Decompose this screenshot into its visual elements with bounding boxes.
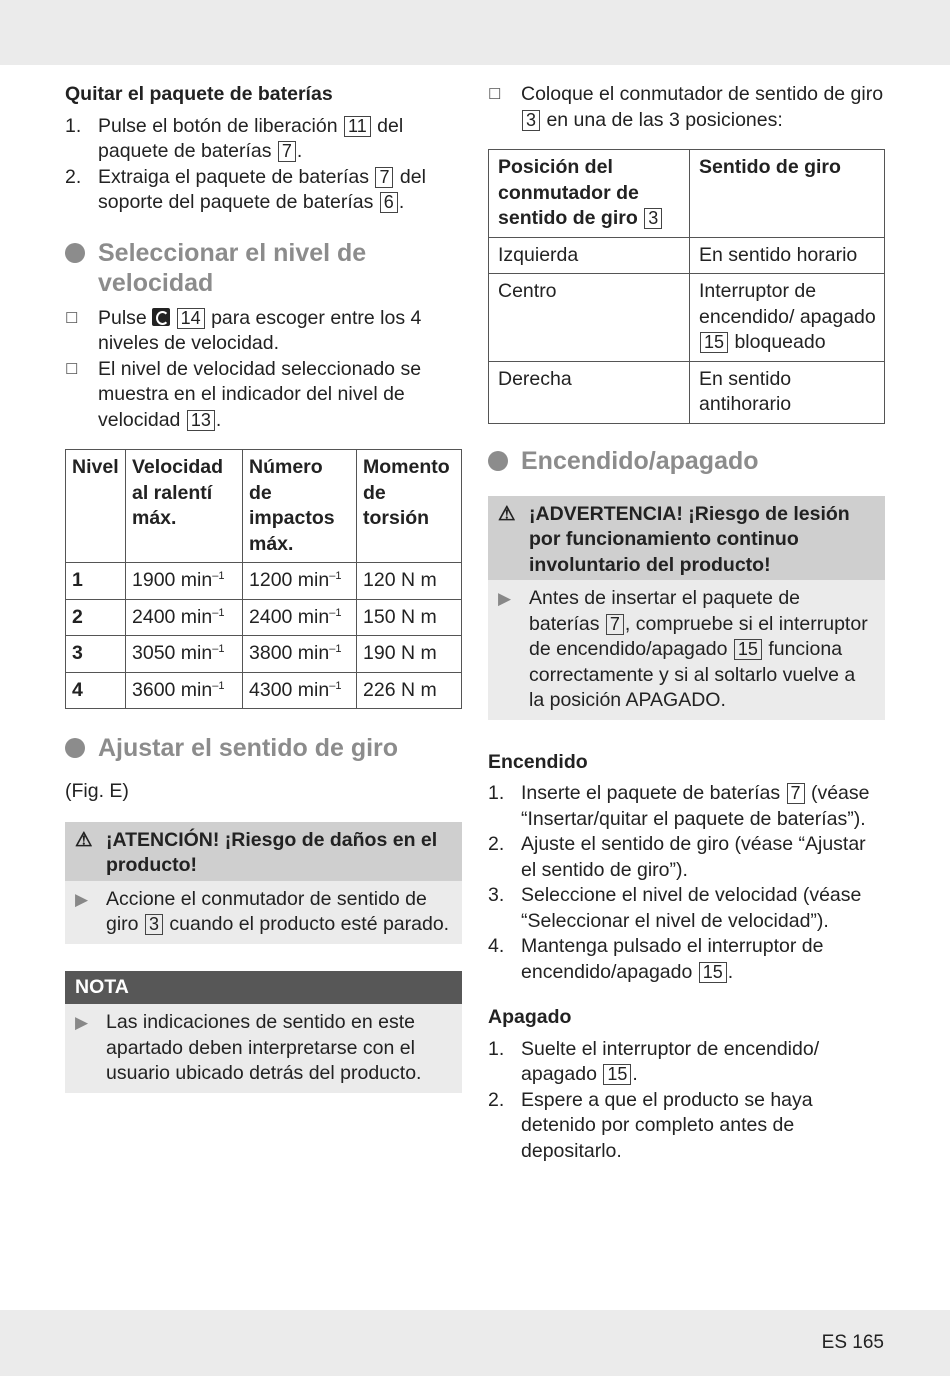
warning-box [488, 496, 885, 720]
warning-triangle-icon: ⚠ [498, 502, 516, 525]
list-item: 2. Extraiga el paquete de baterías 7 del soporte del paquete de baterías 6 . [65, 165, 426, 213]
table-row: Izquierda En sentido horario [489, 237, 885, 274]
right-column [488, 82, 885, 1164]
ref-box: 7 [787, 783, 805, 804]
arrow-right-icon: ▶ [498, 589, 512, 608]
table-header-row: Nivel Velocidad al ralentí máx. Número de impactos máx. Momento de torsión [66, 450, 462, 563]
remove-heading: Quitar el paquete de baterías [65, 83, 333, 105]
ref-box: 7 [375, 167, 393, 188]
warning-header: ⚠ ¡ADVERTENCIA! ¡Riesgo de lesión por funcionamiento continuo involuntario del producto! [488, 496, 885, 581]
list-item: 1. Suelte el interruptor de encendido/ apagado 15 . [488, 1037, 820, 1085]
note-header: NOTA [65, 971, 462, 1005]
bullet-dot-icon [65, 738, 85, 758]
list-item: 1. Pulse el botón de liberación 11 del paquete de baterías 7 . [65, 114, 404, 162]
list-item: 2. Ajuste el sentido de giro (véase “Ajustar el sentido de giro”). [488, 833, 866, 881]
speed-table [65, 449, 462, 709]
direction-table [488, 149, 885, 424]
ref-box: 15 [603, 1064, 631, 1085]
ref-box: 6 [380, 192, 398, 213]
ref-box: 3 [644, 208, 662, 229]
ref-box: 3 [522, 110, 540, 131]
table-row: 3 3050 $\min^{-1}$ 3800 $\min^{-1}$ 190 N m [66, 636, 462, 673]
table-row: 2 2400 $\min^{-1}$ 2400 $\min^{-1}$ 150 N m [66, 599, 462, 636]
attention-box [65, 822, 462, 944]
section-heading-onoff: Encendido/apagado [488, 446, 885, 476]
table-header-row: Posición del conmutador de sentido de giro 3 Sentido de giro [489, 150, 885, 238]
note-box [65, 971, 462, 1093]
list-item: 4. Mantenga pulsado el interruptor de encendido/apagado 15 . [488, 935, 824, 983]
square-bullet-icon: ☐ [488, 86, 502, 103]
ref-box: 3 [145, 914, 163, 935]
arrow-right-icon: ▶ [75, 889, 89, 909]
section-heading-direction: Ajustar el sentido de giro [65, 733, 462, 763]
on-heading: Encendido [488, 750, 588, 773]
speed-selector-icon [152, 308, 170, 326]
table-row: Centro Interruptor de encendido/ apagado 15 bloqueado [489, 274, 885, 362]
bullet-dot-icon [488, 451, 508, 471]
list-item: 3. Seleccione el nivel de velocidad (véase “Seleccionar el nivel de velocidad”). [488, 884, 862, 932]
list-item: ☐ Coloque el conmutador de sentido de giro 3 en una de las 3 posiciones: [488, 82, 885, 133]
square-bullet-icon: ☐ [65, 360, 79, 378]
attention-header: ⚠ ¡ATENCIÓN! ¡Riesgo de daños en el producto! [65, 822, 462, 881]
list-item: ☐ El nivel de velocidad seleccionado se muestra en el indicador del nivel de velocidad 13 . [65, 357, 462, 434]
footer-bar [0, 1310, 950, 1376]
table-row: 4 3600 $\min^{-1}$ 4300 $\min^{-1}$ 226 N m [66, 672, 462, 709]
list-item: 2. Espere a que el producto se haya detenido por completo antes de depositarlo. [488, 1088, 813, 1162]
bullet-dot-icon [65, 243, 85, 263]
warning-triangle-icon: ⚠ [75, 828, 93, 851]
list-item: 1. Inserte el paquete de baterías 7 (véase “Insertar/quitar el paquete de baterías”). [488, 782, 870, 830]
arrow-right-icon: ▶ [75, 1013, 89, 1032]
ref-box: 13 [187, 410, 215, 431]
figure-ref: (Fig. E) [65, 780, 129, 802]
off-heading: Apagado [488, 1006, 572, 1028]
square-bullet-icon: ☐ [65, 309, 79, 327]
ref-box: 15 [699, 962, 727, 983]
ref-box: 7 [278, 141, 296, 162]
left-column [65, 82, 462, 1093]
ref-box: 14 [177, 308, 205, 329]
table-row: 1 1900 $\min^{-1}$ 1200 $\min^{-1}$ 120 N m [66, 563, 462, 600]
ref-box: 7 [606, 614, 624, 635]
ref-box: 15 [734, 639, 762, 660]
note-body: ▶ Las indicaciones de sentido en este apartado deben interpretarse con el usuario ubicado detrás del producto. [65, 1004, 462, 1093]
section-heading-speed: Seleccionar el nivel de velocidad [65, 238, 462, 298]
table-row: Derecha En sentido antihorario [489, 361, 885, 423]
ref-box: 11 [344, 116, 371, 137]
warning-body: ▶ Antes de insertar el paquete de baterías 7 , compruebe si el interruptor de encendido/apagado 15 funciona correctamente y si al soltarlo vuelve a la posición APAGADO. [488, 580, 885, 720]
page-number: ES 165 [821, 1332, 884, 1353]
attention-body: ▶ Accione el conmutador de sentido de giro 3 cuando el producto esté parado. [65, 881, 462, 944]
ref-box: 15 [700, 332, 728, 353]
header-bar [0, 0, 950, 65]
list-item: ☐ Pulse 14 para escoger entre los 4 niveles de velocidad. [65, 306, 462, 357]
